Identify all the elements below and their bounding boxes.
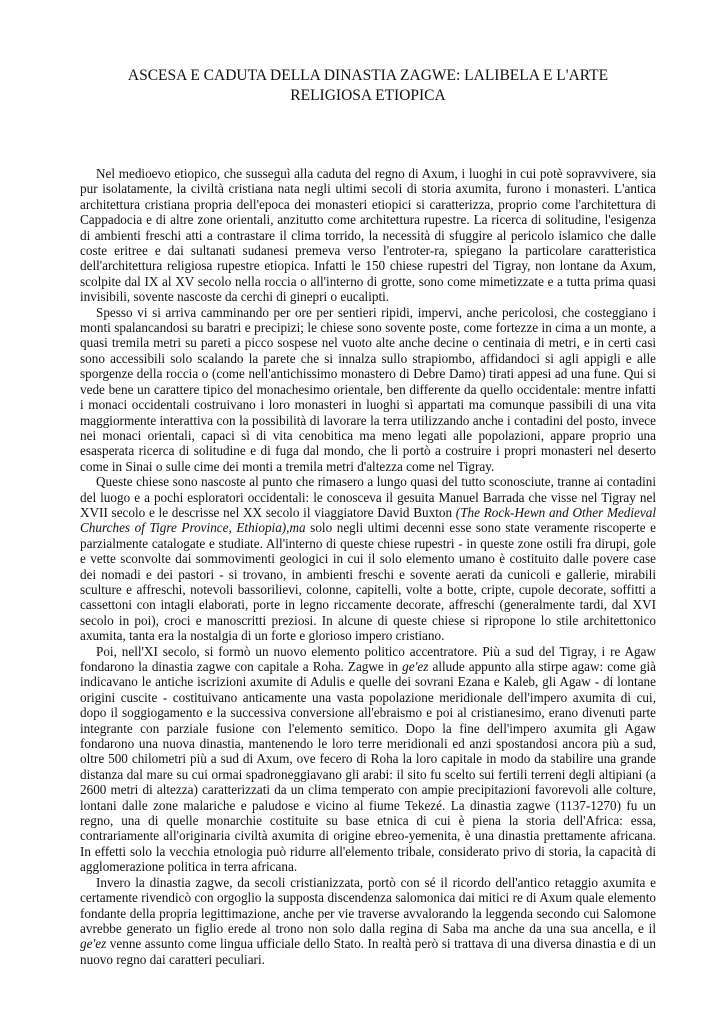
paragraph-rediscovery [80,474,656,643]
paragraph-text: allude appunto alla stirpe agaw: come già indicavano le antiche iscrizioni axumite di Adulis e quelle dei sovrani Ezana e Kaleb, gli Agaw - di lontane origini cuscite - costituivano anticamente una vasta popolazione meridionale dell'impero axumita di cui, dopo il soggiogamento e la successiva conversione all'ebraismo e poi al cristianesimo, erano divenuti parte integrante con parziale fusione con l'elemento semitico. Dopo la fine dell'impero axumita gli Agaw fondarono una nuova dinastia, mantenendo le loro terre meridionali ed anzi spostandosi ancora più a sud, oltre 500 chilometri più a sud di Axum, ove fecero di Roha la loro capitale in modo da stabilire una grande distanza dal mare su cui ormai spadroneggiavano gli arabi: il sito fu scelto sui fertili terreni degli altipiani (a 2600 metri di altezza) caratterizzati da un clima temperato con ampie precipitazioni favorevoli alle colture, lontani dalle zone malariche e paludose e vicino al fiume Tekezé. La dinastia zagwe (1137-1270) fu un regno, una di quelle monarchie costituite su base etnica di cui è piena la storia dell'Africa: essa, contrariamente all'originaria civiltà axumita di origine ebreo-yemenita, è una dinastia prettamente africana. In effetti solo la vecchia etnologia può ridurre all'elemento tribale, considerato privo di storia, la capacità di agglomerazione politica in terra africana. [80,659,656,875]
document-body [80,166,656,967]
document-title: ASCESA E CADUTA DELLA DINASTIA ZAGWE: LALIBELA E L'ARTE RELIGIOSA ETIOPICA [127,67,609,104]
paragraph-text: Poi, nell'XI secolo, si formò un nuovo elemento politico accentratore. Più a sud del Tigray, i re Agaw fondarono la dinastia zagwe con capitale a Roha. Zagwe in [80,643,656,674]
paragraph-monasteries: Nel medioevo etiopico, che susseguì alla caduta del regno di Axum, i luoghi in cui potè sopravvivere, sia pur isolatamente, la civiltà cristiana nata negli ultimi secoli di storia axumita, furono i monasteri. L'antica architettura cristiana propria dell'epoca dei monasteri etiopici si caratterizza, proprio come l'architettura di Cappadocia e di altre zone orientali, anzitutto come architettura rupestre. La ricerca di solitudine, l'esigenza di ambienti freschi atti a contrastare il clima torrido, la necessità di sfuggire al pericolo islamico che dalle coste eritree e dai sultanati sudanesi premeva verso l'entroter-ra, spiegano la particolare caratteristica dell'architettura religiosa rupestre etiopica. Infatti le 150 chiese rupestri del Tigray, non lontane da Axum, scolpite dal IX al XV secolo nella roccia o all'interno di grotte, sono come mimetizzate e a tutta prima quasi invisibili, sovente nascoste da cerchi di ginepri o eucalipti. [80,166,656,305]
paragraph-text: solo negli ultimi decenni esse sono state veramente riscoperte e parzialmente catalogate e studiate. All'interno di queste chiese rupestri - in queste zone ostili fra dirupi, gole e vette sconvolte dai sommovimenti geologici in cui il solo elemento umano è costituito dalle povere case dei nomadi e dei pastori - si trovano, in ambienti freschi e sovente aerati da cunicoli e gallerie, mirabili sculture e affreschi, notevoli bassorilievi, colonne, capitelli, volte a botte, cripte, cupole decorate, soffitti a cassettoni con intagli elaborati, porte in legno riccamente decorate, affreschi (generalmente tardi, dal XVI secolo in poi), croci e manoscritti preziosi. In alcune di queste chiese si ripropone lo stile architettonico axumita, tanta era la nostalgia di un forte e glorioso impero cristiano. [80,520,657,644]
geez-term: ge'ez [80,936,107,952]
book-title: (The Rock-Hewn and Other Medieval Churches of Tigre Province, Ethiopia),ma [80,504,657,536]
document-page [80,66,656,967]
paragraph-legitimation [80,875,656,967]
paragraph-zagwe-dynasty [80,644,656,875]
paragraph-text: Queste chiese sono nascoste al punto che rimasero a lungo quasi del tutto sconosciute, tranne ai contadini del luogo e a pochi esploratori occidentali: le conosceva il gesuita Manuel Barrada che visse nel Tigray nel XVII secolo e le descrisse nel XX secolo il viaggiatore David Buxton [80,474,656,520]
paragraph-text: venne assunto come lingua ufficiale dello Stato. In realtà però si trattava di una diversa dinastia e di un nuovo regno dai caratteri peculiari. [80,936,656,967]
paragraph-text: Invero la dinastia zagwe, da secoli cristianizzata, portò con sé il ricordo dell'antico retaggio axumita e certamente rivendicò con orgoglio la supposta discendenza salomonica dai mitici re di Axum quale elemento fondante della propria legittimazione, anche per vie traverse avvalorando la leggenda secondo cui Salomone avrebbe generato un figlio erede al trono non solo dalla regina di Saba ma anche da una sua ancella, e il [80,874,656,936]
paragraph-access: Spesso vi si arriva camminando per ore per sentieri ripidi, impervi, anche pericolosi, che costeggiano i monti spalancandosi su baratri e precipizi; le chiese sono sovente poste, come fortezze in cima a un monte, a quasi tremila metri su pareti a picco sospese nel vuoto alte anche decine o centinaia di metri, e in certi casi sono accessibili solo scalando la parete che si innalza sullo strapiombo, affidandoci si agli appigli e alle sporgenze della roccia o (come nell'antichissimo monastero di Debre Damo) tirati appesi ad una fune. Qui si vede bene un carattere tipico del monachesimo orientale, ben differente da quello occidentale: mentre infatti i monaci occidentali costruivano i loro monasteri in luoghi sì appartati ma comunque passibili di una vita maggiormente interattiva con la possibilità di lavorare la terra utilizzando anche i contadini del posto, invece nei monaci orientali, capaci sì di vita cenobitica ma meno legati alle popolazioni, appare proprio una esasperata ricerca di solitudine e di fuga dal mondo, che li portò a costruire i propri monasteri nel deserto come in Sinai o sulle cime dei monti a tremila metri d'altezza come nel Tigray. [80,304,656,474]
geez-term: ge'ez [402,659,429,674]
